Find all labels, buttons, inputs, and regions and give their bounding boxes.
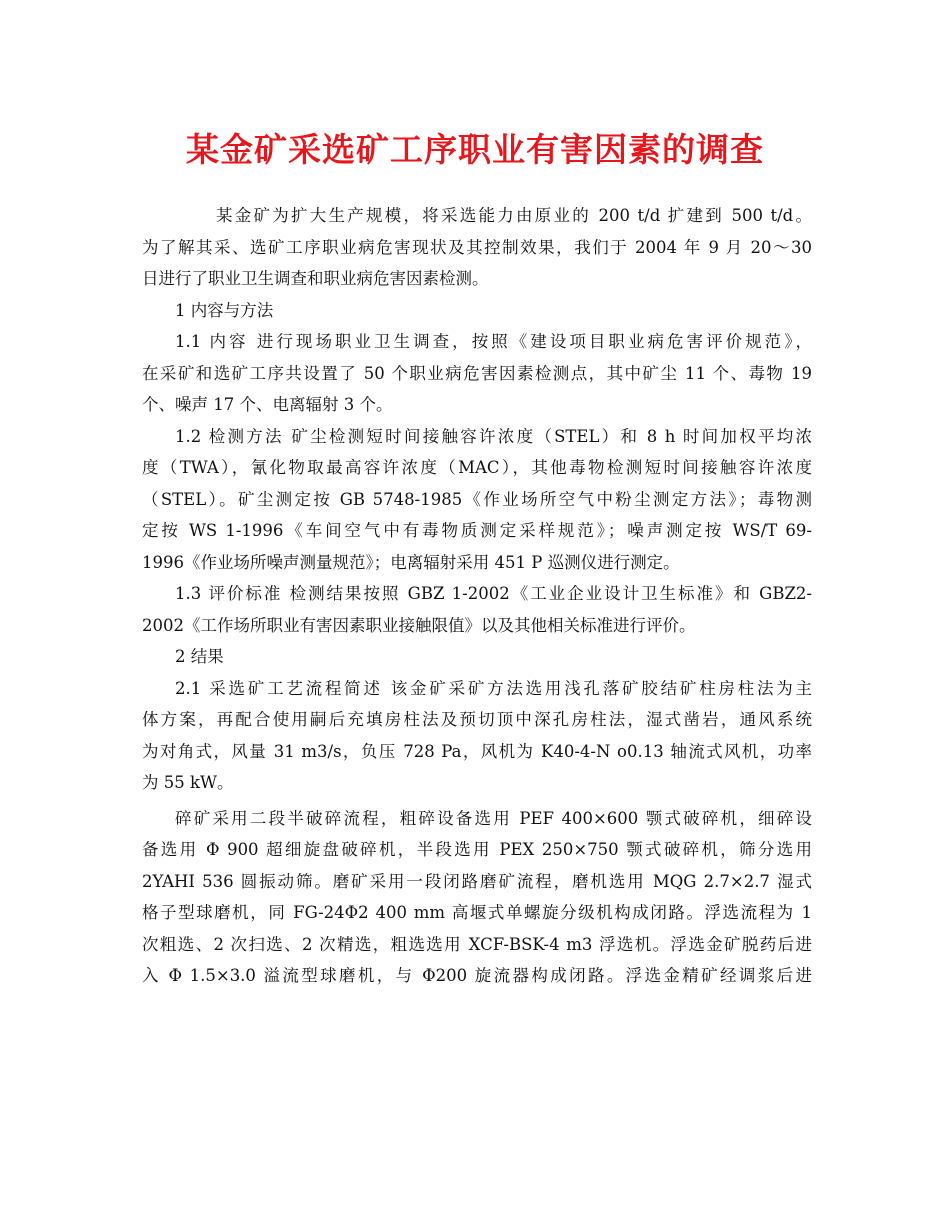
paragraph-line: 为了解其采、选矿工序职业病危害现状及其控制效果，我们于 2004 年 9 月 20～30 (142, 237, 812, 257)
paragraph-line: 体方案，再配合使用嗣后充填房柱法及预切顶中深孔房柱法，湿式凿岩，通风系统 (142, 710, 812, 729)
paragraph-line: 为 55 kW。 (142, 773, 234, 792)
paragraph-line: 2.1 采选矿工艺流程简述 该金矿采矿方法选用浅孔落矿胶结矿柱房柱法为主 (175, 678, 812, 698)
paragraph-line: 为对角式，风量 31 m3/s，负压 728 Pa，风机为 K40-4-N o0.13 轴流式风机，功率 (142, 741, 812, 761)
paragraph-line: 度（TWA），氰化物取最高容许浓度（MAC），其他毒物检测短时间接触容许浓度 (142, 458, 812, 477)
section-heading: 2 结果 (175, 647, 224, 666)
paragraph-line: （STEL）。矿尘测定按 GB 5748-1985《作业场所空气中粉尘测定方法》；毒物测 (142, 489, 812, 509)
section-heading: 1 内容与方法 (175, 300, 274, 320)
paragraph-line: 1.2 检测方法 矿尘检测短时间接触容许浓度（STEL）和 8 h 时间加权平均浓 (175, 426, 812, 446)
paragraph-line: 定按 WS 1-1996《车间空气中有毒物质测定采样规范》；噪声测定按 WS/T 69- (142, 521, 812, 540)
paragraph-line: 2002《工作场所职业有害因素职业接触限值》以及其他相关标准进行评价。 (142, 615, 696, 635)
document-title: 某金矿采选矿工序职业有害因素的调查 (186, 130, 764, 169)
paragraph-line: 在采矿和选矿工序共设置了 50 个职业病危害因素检测点，其中矿尘 11 个、毒物 19 (142, 363, 812, 383)
document-body (142, 200, 812, 992)
paragraph-line: 1996《作业场所噪声测量规范》；电离辐射采用 451 P 巡测仪进行测定。 (142, 552, 680, 572)
paragraph-line: 某金矿为扩大生产规模，将采选能力由原业的 200 t/d 扩建到 500 t/d。 (216, 206, 812, 225)
paragraph-line: 2YAHI 536 圆振动筛。磨矿采用一段闭路磨矿流程，磨机选用 MQG 2.7×2.7 湿式 (142, 871, 812, 891)
paragraph-line: 格子型球磨机，同 FG-24Φ2 400 mm 高堰式单螺旋分级机构成闭路。浮选流程为 1 (142, 903, 812, 922)
paragraph-line: 备选用 Φ 900 超细旋盘破碎机，半段选用 PEX 250×750 颚式破碎机，筛分选用 (142, 840, 812, 859)
paragraph-line: 入 Φ 1.5×3.0 溢流型球磨机，与 Φ200 旋流器构成闭路。浮选金精矿经调浆后进 (142, 966, 812, 985)
paragraph-line: 次粗选、2 次扫选、2 次精选，粗选选用 XCF-BSK-4 m3 浮选机。浮选金矿脱药后进 (142, 934, 812, 954)
paragraph-line: 1.1 内容 进行现场职业卫生调查，按照《建设项目职业病危害评价规范》， (175, 332, 812, 351)
paragraph-line: 日进行了职业卫生调查和职业病危害因素检测。 (142, 269, 489, 288)
paragraph-line: 碎矿采用二段半破碎流程，粗碎设备选用 PEF 400×600 颚式破碎机，细碎设 (175, 808, 812, 828)
paragraph-line: 1.3 评价标准 检测结果按照 GBZ 1-2002《工业企业设计卫生标准》和 GBZ2- (175, 584, 812, 603)
paragraph-line: 个、噪声 17 个、电离辐射 3 个。 (142, 395, 393, 414)
